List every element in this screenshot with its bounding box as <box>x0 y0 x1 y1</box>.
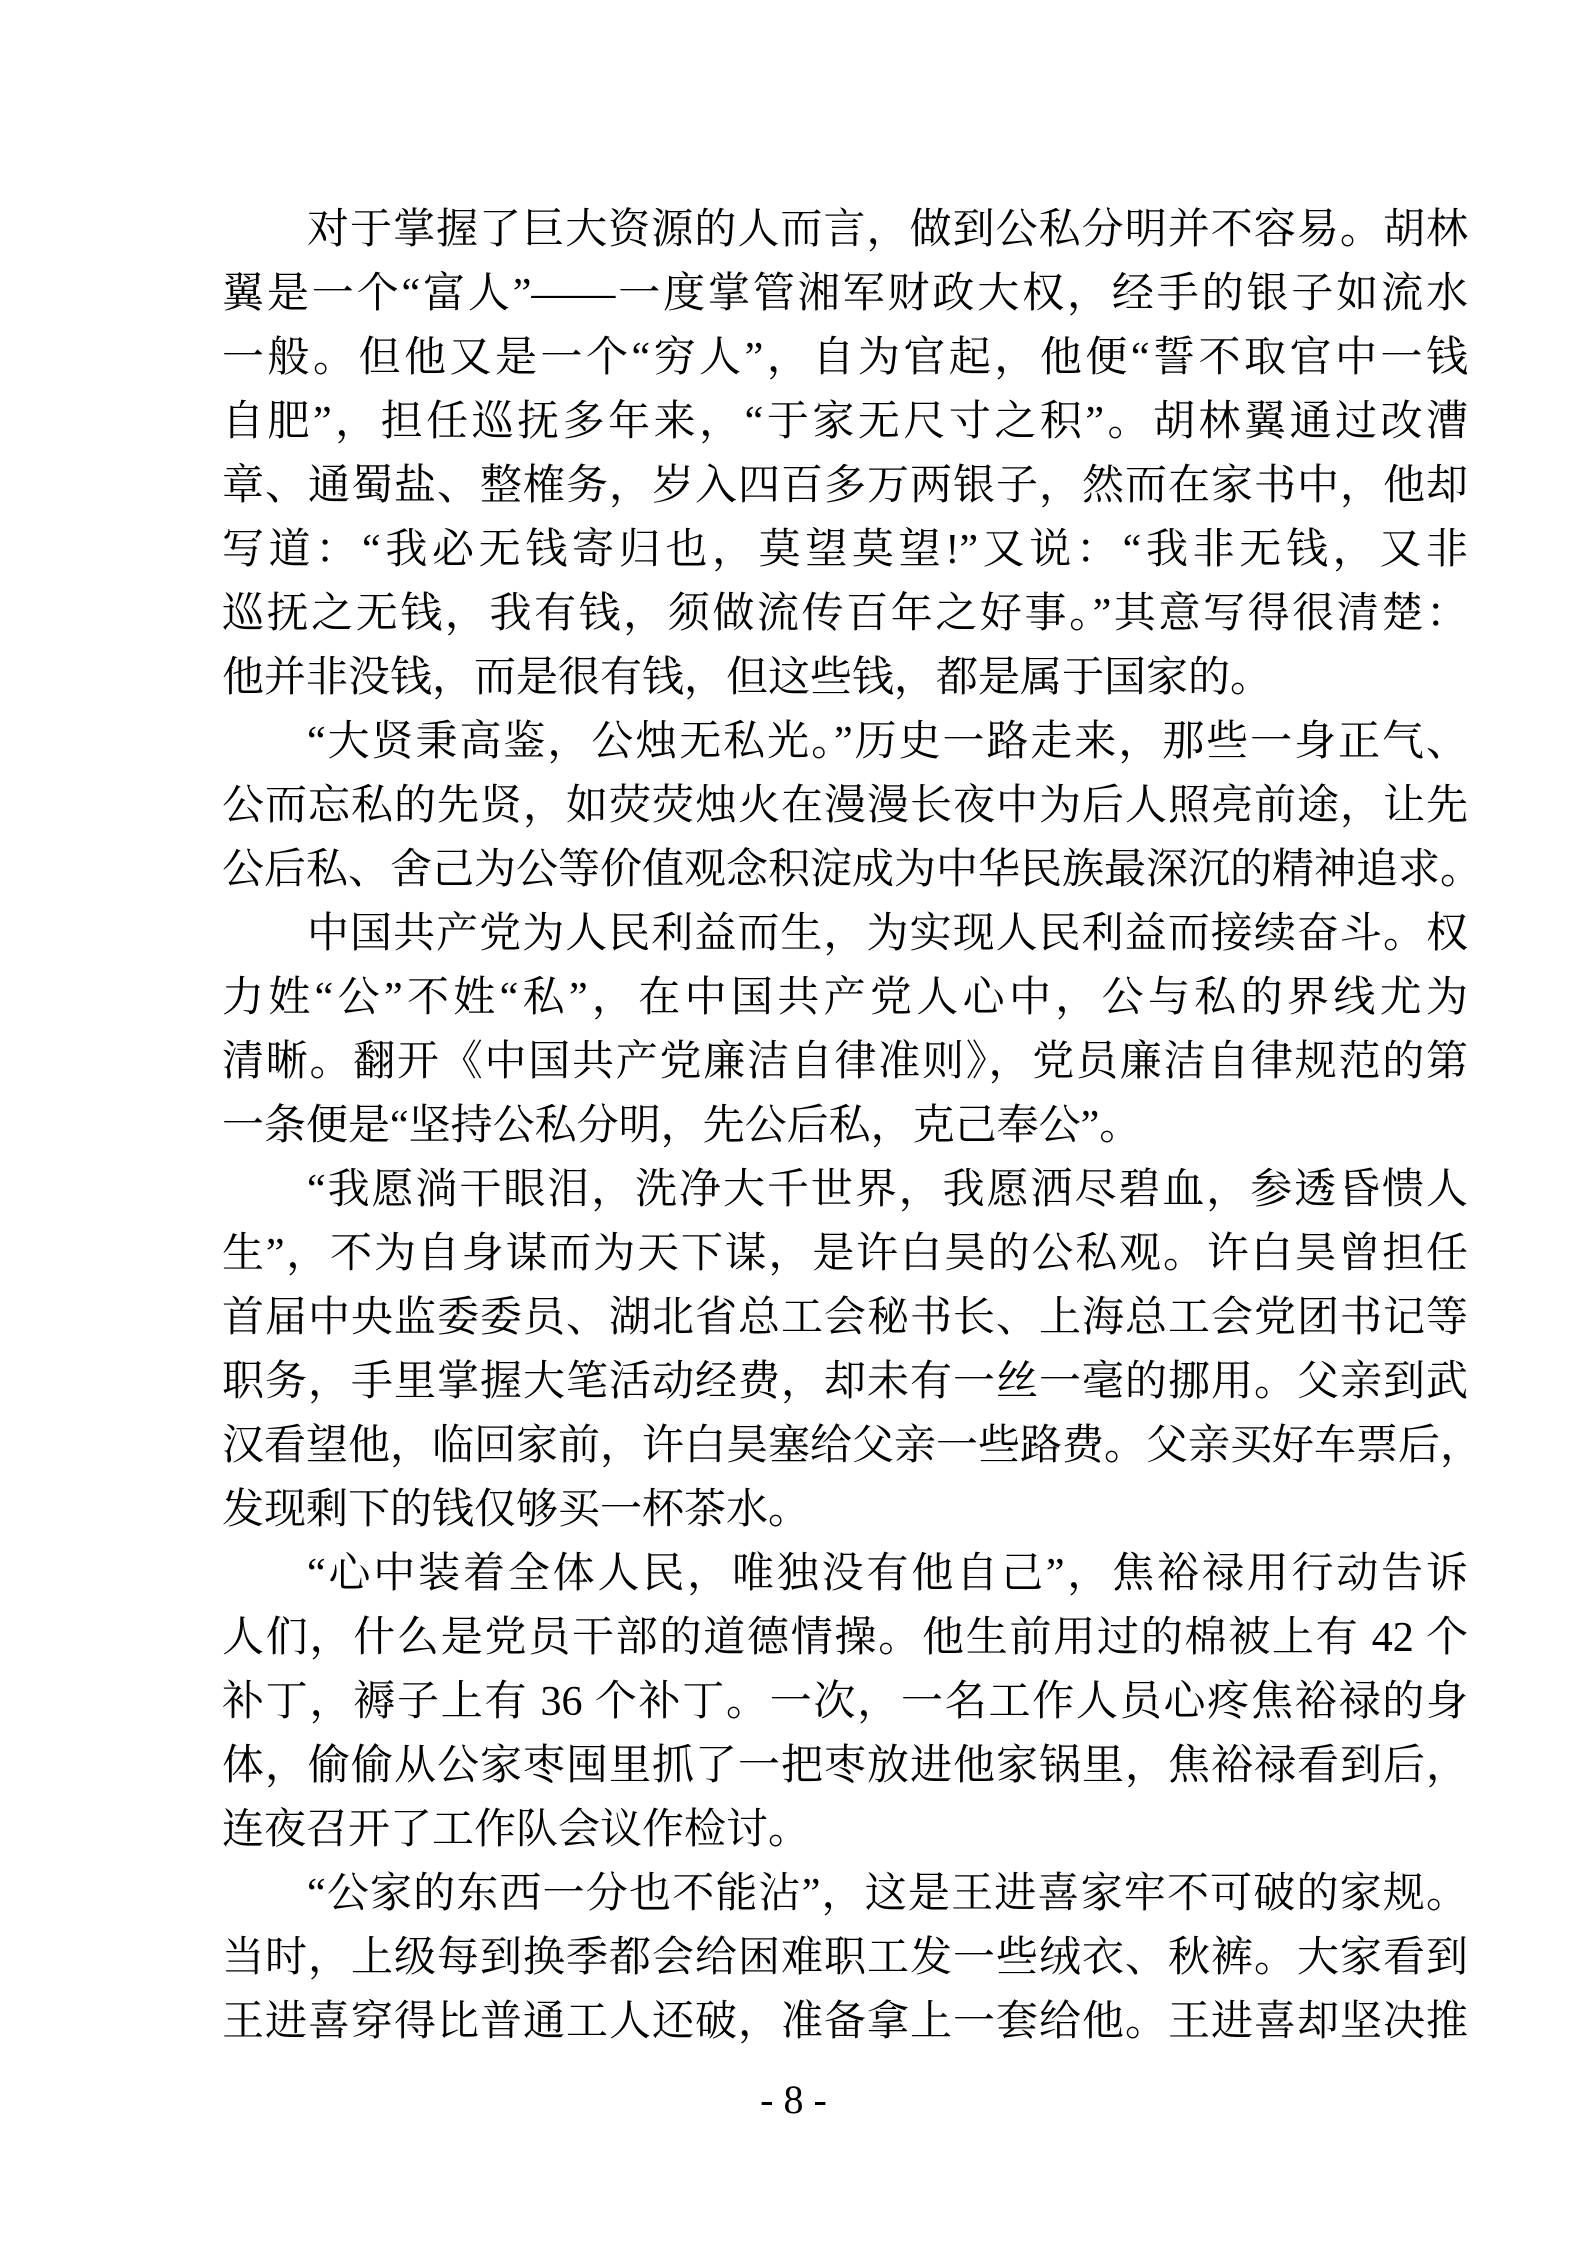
text-line: 翼是一个“富人”——一度掌管湘军财政大权，经手的银子如流水 <box>222 271 1468 317</box>
text-line: 职务，手里掌握大笔活动经费，却未有一丝一毫的挪用。父亲到武 <box>222 1359 1468 1405</box>
text-line: “心中装着全体人民，唯独没有他自己”，焦裕禄用行动告诉 <box>307 1551 1468 1597</box>
text-line: 连夜召开了工作队会议作检讨。 <box>222 1807 811 1853</box>
page-number: - 8 - <box>760 2077 827 2122</box>
text-line: 首届中央监委委员、湖北省总工会秘书长、上海总工会党团书记等 <box>222 1295 1468 1341</box>
text-line: 中国共产党为人民利益而生，为实现人民利益而接续奋斗。权 <box>307 911 1468 957</box>
text-line: “公家的东西一分也不能沾”，这是王进喜家牢不可破的家规。 <box>307 1871 1468 1917</box>
text-line: 清晰。翻开《中国共产党廉洁自律准则》，党员廉洁自律规范的第 <box>222 1039 1468 1085</box>
text-line: 章、通蜀盐、整榷务，岁入四百多万两银子，然而在家书中，他却 <box>222 463 1468 509</box>
text-line: 一般。但他又是一个“穷人”，自为官起，他便“誓不取官中一钱 <box>222 335 1468 381</box>
text-line: 发现剩下的钱仅够买一杯茶水。 <box>222 1487 811 1533</box>
text-line: “大贤秉高鉴，公烛无私光。”历史一路走来，那些一身正气、 <box>307 719 1468 765</box>
text-line: 当时，上级每到换季都会给困难职工发一些绒衣、秋裤。大家看到 <box>222 1935 1468 1981</box>
text-line: 一条便是“坚持公私分明，先公后私，克己奉公”。 <box>222 1103 1142 1149</box>
text-block <box>222 198 1483 2054</box>
text-line: 生”，不为自身谋而为天下谋，是许白昊的公私观。许白昊曾担任 <box>222 1231 1468 1277</box>
text-line: 公而忘私的先贤，如荧荧烛火在漫漫长夜中为后人照亮前途，让先 <box>222 783 1468 829</box>
text-line: 对于掌握了巨大资源的人而言，做到公私分明并不容易。胡林 <box>307 207 1468 253</box>
text-line: “我愿淌干眼泪，洗净大千世界，我愿洒尽碧血，参透昏愦人 <box>307 1167 1468 1213</box>
text-line: 体，偷偷从公家枣囤里抓了一把枣放进他家锅里，焦裕禄看到后， <box>222 1743 1468 1789</box>
text-line: 自肥”，担任巡抚多年来，“于家无尺寸之积”。胡林翼通过改漕 <box>222 399 1468 445</box>
text-line: 人们，什么是党员干部的道德情操。他生前用过的棉被上有 42 个 <box>222 1615 1468 1661</box>
text-line: 汉看望他，临回家前，许白昊塞给父亲一些路费。父亲买好车票后， <box>222 1423 1483 1469</box>
text-line: 力姓“公”不姓“私”，在中国共产党人心中，公与私的界线尤为 <box>222 975 1468 1021</box>
text-line: 巡抚之无钱，我有钱，须做流传百年之好事。”其意写得很清楚： <box>222 591 1468 637</box>
text-line: 公后私、舍己为公等价值观念积淀成为中华民族最深沉的精神追求。 <box>222 847 1483 893</box>
text-line: 补丁，褥子上有 36 个补丁。一次，一名工作人员心疼焦裕禄的身 <box>222 1679 1468 1725</box>
text-line: 写道：“我必无钱寄归也，莫望莫望!”又说：“我非无钱，又非 <box>222 527 1468 573</box>
text-line: 他并非没钱，而是很有钱，但这些钱，都是属于国家的。 <box>222 655 1273 701</box>
text-line: 王进喜穿得比普通工人还破，准备拿上一套给他。王进喜却坚决推 <box>222 1999 1468 2045</box>
